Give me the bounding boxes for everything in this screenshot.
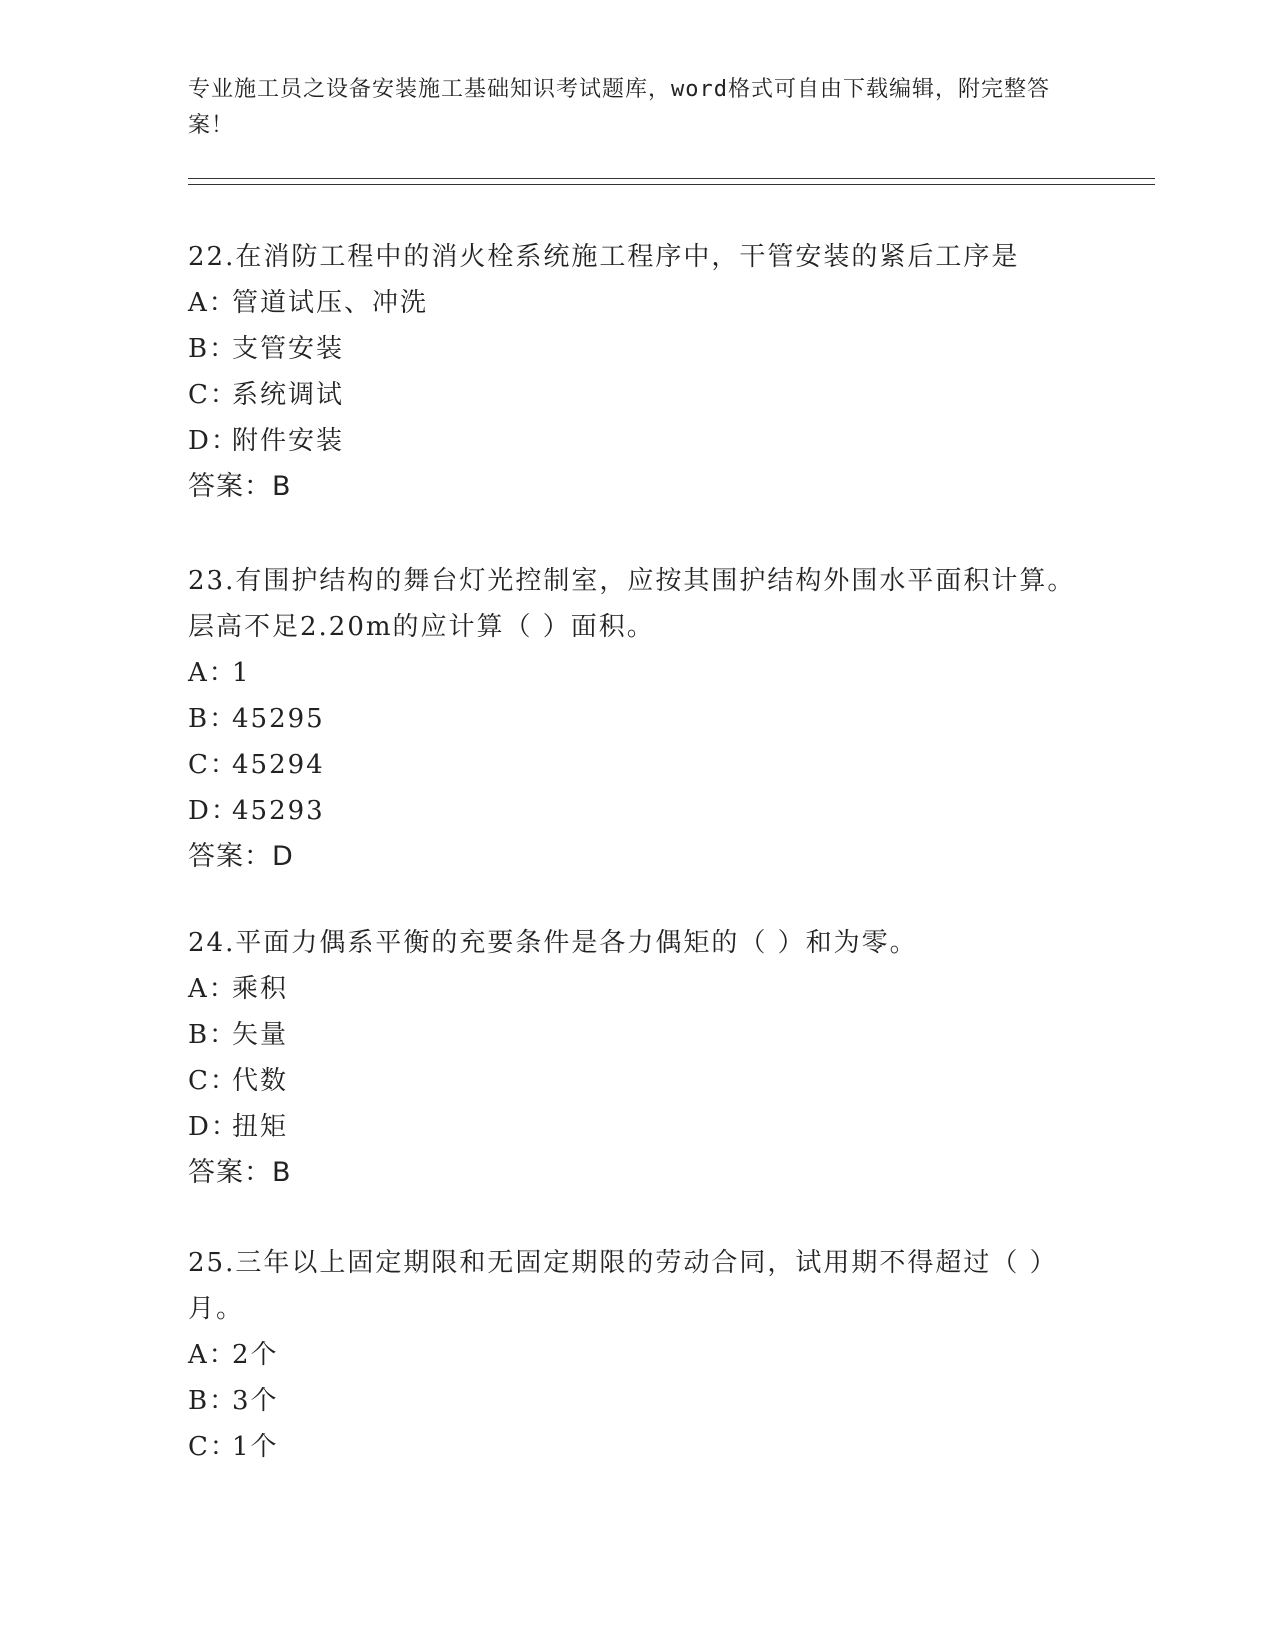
option-text: 2个 — [232, 1340, 279, 1370]
option-b — [188, 1012, 1078, 1058]
question-25 — [188, 1240, 1078, 1470]
option-key: A： — [188, 288, 237, 318]
question-stem: 23.有围护结构的舞台灯光控制室，应按其围护结构外围水平面积计算。层高不足2.20m的应计算（ ）面积。 — [188, 566, 1076, 642]
question-stem: 25.三年以上固定期限和无固定期限的劳动合同，试用期不得超过（ ）月。 — [188, 1248, 1058, 1324]
option-key: D： — [188, 1112, 239, 1142]
option-b — [188, 696, 1078, 742]
option-a — [188, 280, 1078, 326]
option-d — [188, 788, 1078, 834]
question-stem: 22.在消防工程中的消火栓系统施工程序中，干管安装的紧后工序是 — [188, 242, 1020, 272]
option-key: D： — [188, 426, 239, 456]
option-c — [188, 1058, 1078, 1104]
option-text: 乘积 — [232, 974, 289, 1004]
header-divider-top — [188, 178, 1155, 179]
option-key: B： — [188, 1020, 238, 1050]
option-a — [188, 1332, 1078, 1378]
option-text: 矢量 — [232, 1020, 289, 1050]
answer-line: 答案：B — [188, 471, 292, 502]
option-key: B： — [188, 704, 238, 734]
option-key: C： — [188, 380, 238, 410]
option-d — [188, 418, 1078, 464]
option-text: 45294 — [232, 750, 325, 780]
option-text: 代数 — [232, 1066, 289, 1096]
option-d — [188, 1104, 1078, 1150]
option-text: 附件安装 — [232, 426, 345, 456]
option-key: A： — [188, 1340, 237, 1370]
option-text: 管道试压、冲洗 — [232, 288, 429, 318]
option-text: 45293 — [232, 796, 325, 826]
option-b — [188, 326, 1078, 372]
question-stem: 24.平面力偶系平衡的充要条件是各力偶矩的（ ）和为零。 — [188, 928, 918, 958]
document-header: 专业施工员之设备安装施工基础知识考试题库，word格式可自由下载编辑，附完整答案！ — [188, 77, 1050, 138]
option-key: A： — [188, 658, 237, 688]
header-divider-bottom — [188, 184, 1155, 185]
option-key: B： — [188, 1386, 238, 1416]
question-23 — [188, 558, 1078, 880]
option-key: C： — [188, 750, 238, 780]
option-key: B： — [188, 334, 238, 364]
option-text: 扭矩 — [232, 1112, 289, 1142]
question-22 — [188, 234, 1078, 510]
option-c — [188, 372, 1078, 418]
option-c — [188, 1424, 1078, 1470]
answer-line: 答案：B — [188, 1157, 292, 1188]
answer-line: 答案：D — [188, 841, 294, 872]
option-text: 1个 — [232, 1432, 279, 1462]
option-text: 45295 — [232, 704, 325, 734]
option-a — [188, 650, 1078, 696]
option-text: 系统调试 — [232, 380, 345, 410]
option-key: C： — [188, 1066, 238, 1096]
option-text: 3个 — [232, 1386, 279, 1416]
option-a — [188, 966, 1078, 1012]
option-text: 支管安装 — [232, 334, 345, 364]
option-key: C： — [188, 1432, 238, 1462]
option-text: 1 — [232, 658, 251, 688]
question-24 — [188, 920, 1078, 1196]
option-c — [188, 742, 1078, 788]
option-key: D： — [188, 796, 239, 826]
option-b — [188, 1378, 1078, 1424]
option-key: A： — [188, 974, 237, 1004]
